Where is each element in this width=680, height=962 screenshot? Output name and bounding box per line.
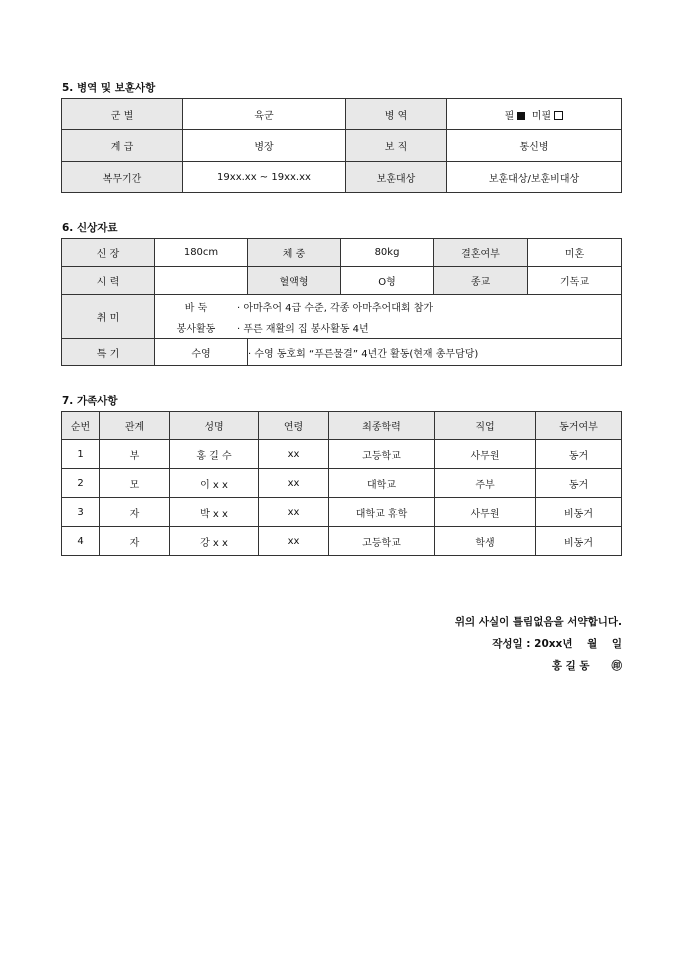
special-label: 특 기 bbox=[62, 339, 155, 366]
cell: 사무원 bbox=[435, 440, 536, 469]
section-title-military: 5. 병역 및 보훈사항 bbox=[62, 82, 156, 94]
cell: 이 x x bbox=[170, 469, 259, 498]
table-row bbox=[62, 469, 622, 498]
cell: 동거 bbox=[536, 469, 622, 498]
cell: 자 bbox=[100, 527, 170, 556]
cell: 대학교 휴학 bbox=[329, 498, 435, 527]
rank-value: 병장 bbox=[183, 130, 346, 162]
vision-label: 시 력 bbox=[62, 267, 155, 295]
col-header: 동거여부 bbox=[536, 412, 622, 440]
cell: 사무원 bbox=[435, 498, 536, 527]
special-desc: · 수영 동호회 “푸른물결” 4년간 활동(현재 총무담당) bbox=[248, 339, 622, 366]
hobby-item: 봉사활동 · 푸른 재활의 집 봉사활동 4년 bbox=[176, 323, 369, 335]
cell: 자 bbox=[100, 498, 170, 527]
cell: xx bbox=[259, 469, 329, 498]
cell: xx bbox=[259, 440, 329, 469]
branch-label: 군 별 bbox=[62, 99, 183, 130]
family-header-row bbox=[62, 412, 622, 440]
position-value: 통신병 bbox=[447, 130, 622, 162]
cell: 박 x x bbox=[170, 498, 259, 527]
signer-name: 홍 길 동 bbox=[551, 660, 590, 672]
seal-icon: ㊞ bbox=[611, 660, 622, 672]
cell: xx bbox=[259, 498, 329, 527]
cell: xx bbox=[259, 527, 329, 556]
service-label: 병 역 bbox=[346, 99, 447, 130]
veteran-label: 보훈대상 bbox=[346, 162, 447, 193]
section-title-family: 7. 가족사항 bbox=[62, 395, 118, 407]
cell: 주부 bbox=[435, 469, 536, 498]
marriage-value: 미혼 bbox=[528, 239, 622, 267]
col-header: 성명 bbox=[170, 412, 259, 440]
hobby-item: 바 둑 · 아마추어 4급 수준, 각종 아마추어대회 참가 bbox=[184, 302, 434, 314]
period-label: 복무기간 bbox=[62, 162, 183, 193]
veteran-value: 보훈대상/보훈비대상 bbox=[447, 162, 622, 193]
physical-table bbox=[61, 238, 622, 366]
rank-label: 계 급 bbox=[62, 130, 183, 162]
cell: 고등학교 bbox=[329, 527, 435, 556]
col-header: 순번 bbox=[62, 412, 100, 440]
cell: 부 bbox=[100, 440, 170, 469]
col-header: 연령 bbox=[259, 412, 329, 440]
cell: 2 bbox=[62, 469, 100, 498]
written-date: 작성일 : 20xx년 월 일 bbox=[492, 638, 622, 650]
cell: 강 x x bbox=[170, 527, 259, 556]
religion-value: 기독교 bbox=[528, 267, 622, 295]
cell: 홍 길 수 bbox=[170, 440, 259, 469]
section-title-physical: 6. 신상자료 bbox=[62, 222, 118, 234]
hobby-list bbox=[155, 295, 622, 339]
branch-value: 육군 bbox=[183, 99, 346, 130]
height-label: 신 장 bbox=[62, 239, 155, 267]
weight-value: 80kg bbox=[341, 239, 434, 267]
cell: 학생 bbox=[435, 527, 536, 556]
special-key: 수영 bbox=[155, 339, 248, 366]
cell: 3 bbox=[62, 498, 100, 527]
cell: 1 bbox=[62, 440, 100, 469]
col-header: 관계 bbox=[100, 412, 170, 440]
blood-label: 혈액형 bbox=[248, 267, 341, 295]
table-row bbox=[62, 527, 622, 556]
military-table bbox=[61, 98, 622, 193]
cell: 동거 bbox=[536, 440, 622, 469]
religion-label: 종교 bbox=[434, 267, 528, 295]
cell: 4 bbox=[62, 527, 100, 556]
pledge-statement: 위의 사실이 틀림없음을 서약합니다. bbox=[454, 616, 622, 628]
blood-value: O형 bbox=[341, 267, 434, 295]
cell: 모 bbox=[100, 469, 170, 498]
vision-value bbox=[155, 267, 248, 295]
table-row bbox=[62, 498, 622, 527]
position-label: 보 직 bbox=[346, 130, 447, 162]
unchecked-box-icon bbox=[554, 111, 563, 120]
table-row bbox=[62, 440, 622, 469]
col-header: 직업 bbox=[435, 412, 536, 440]
signer bbox=[552, 658, 622, 673]
cell: 비동거 bbox=[536, 498, 622, 527]
cell: 비동거 bbox=[536, 527, 622, 556]
cell: 고등학교 bbox=[329, 440, 435, 469]
weight-label: 체 중 bbox=[248, 239, 341, 267]
period-value: 19xx.xx ~ 19xx.xx bbox=[183, 162, 346, 193]
family-table bbox=[61, 411, 622, 556]
cell: 대학교 bbox=[329, 469, 435, 498]
marriage-label: 결혼여부 bbox=[434, 239, 528, 267]
hobby-label: 취 미 bbox=[62, 295, 155, 339]
height-value: 180cm bbox=[155, 239, 248, 267]
col-header: 최종학력 bbox=[329, 412, 435, 440]
checked-box-icon bbox=[517, 112, 525, 120]
service-value: 필 미필 bbox=[447, 99, 622, 130]
